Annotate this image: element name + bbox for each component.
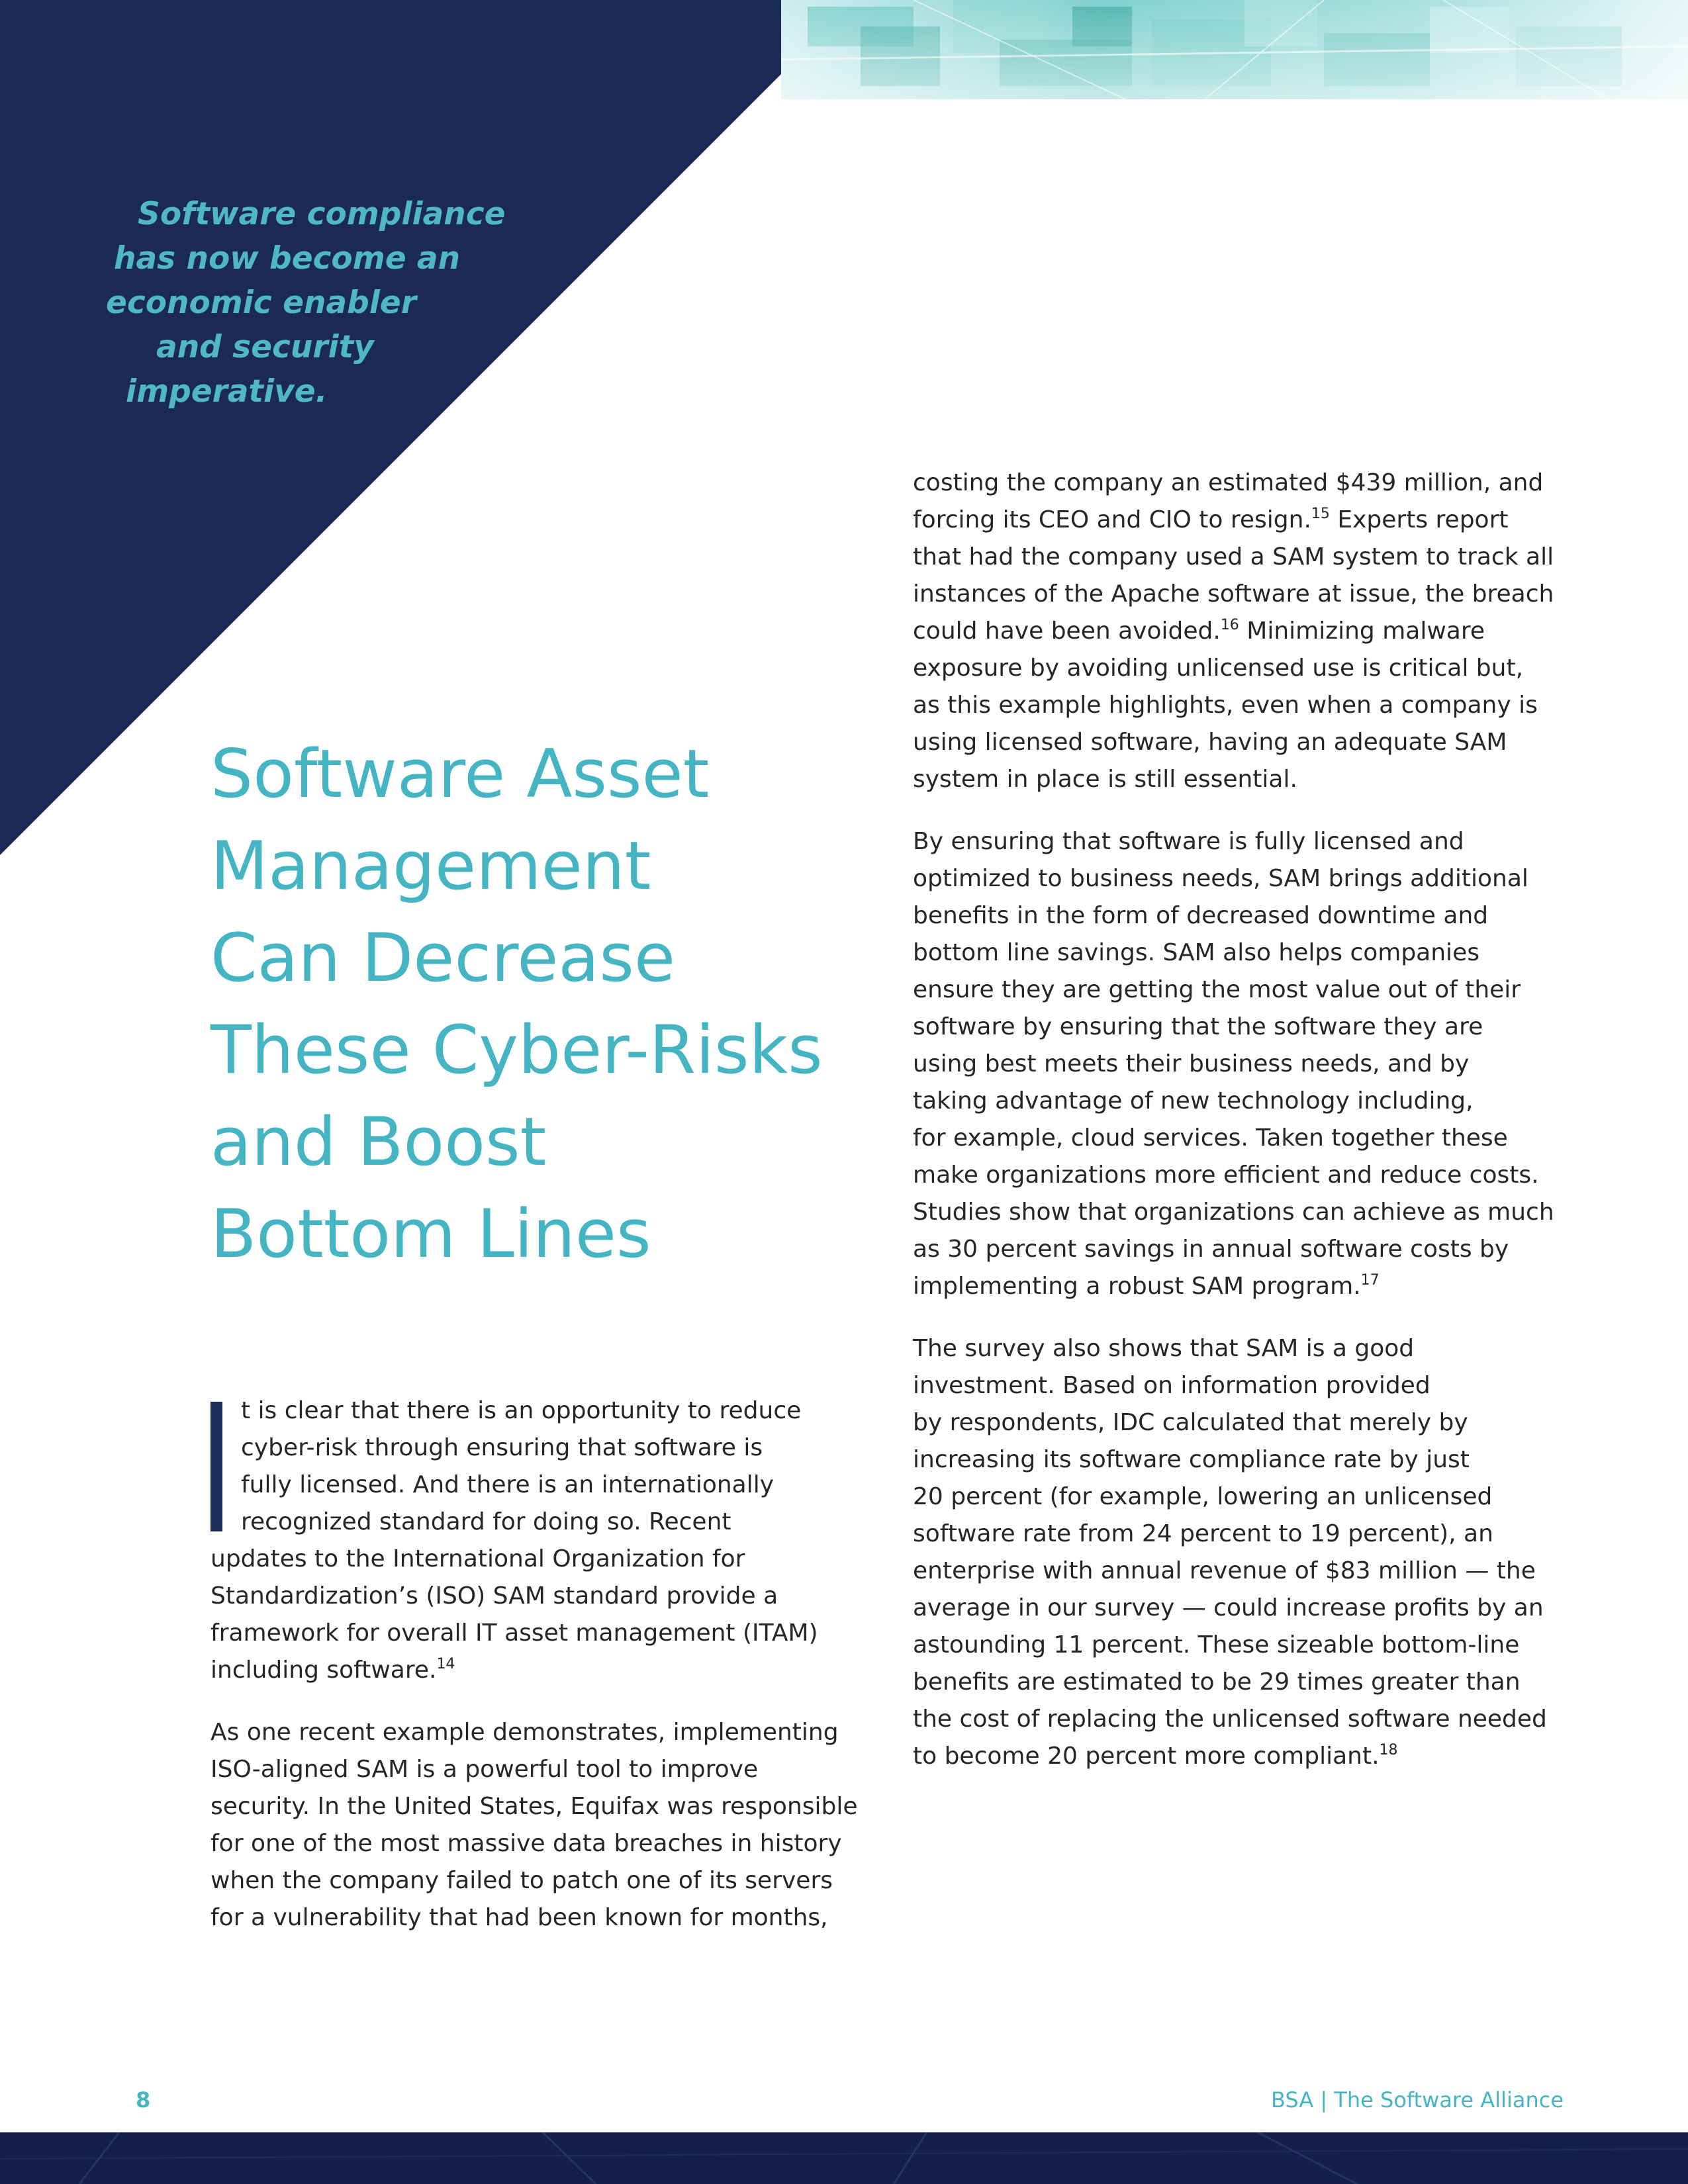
text-line: for example, cloud services. Taken together these [913, 1124, 1508, 1152]
footnote-ref: 17 [1360, 1272, 1380, 1289]
text-line: 20 percent (for example, lowering an unlicensed [913, 1483, 1493, 1510]
text-line: the cost of replacing the unlicensed software needed [913, 1706, 1547, 1733]
text-line: average in our survey — could increase profits by an [913, 1594, 1544, 1621]
footnote-ref: 15 [1311, 506, 1330, 522]
text-fragment: Minimizing malware [1239, 617, 1485, 645]
text-line: updates to the International Organization for [211, 1545, 745, 1572]
text-line [913, 1268, 1575, 1305]
text-fragment: forcing its CEO and CIO to resign. [913, 506, 1311, 533]
text-line: optimized to business needs, SAM brings additional [913, 865, 1528, 892]
text-line: benefits are estimated to be 29 times greater than [913, 1668, 1521, 1696]
text-line: The survey also shows that SAM is a good [913, 1335, 1415, 1362]
footnote-ref: 18 [1379, 1742, 1398, 1758]
headline-line: Software Asset [211, 735, 710, 813]
footer-band [0, 2132, 1688, 2184]
pull-quote-line: imperative. [126, 373, 328, 410]
text-line: benefits in the form of decreased downtime and [913, 902, 1489, 929]
headline-line: These Cyber-Risks [211, 1011, 823, 1089]
text-fragment: to become 20 percent more compliant. [913, 1743, 1380, 1770]
pull-quote-line: has now become an [114, 240, 461, 277]
teal-abstract-banner [781, 0, 1688, 99]
text-line: framework for overall IT asset management (ITAM) [211, 1619, 818, 1647]
headline-line: Management [211, 827, 651, 905]
paragraph [913, 1330, 1575, 1775]
text-line: software rate from 24 percent to 19 percent), an [913, 1520, 1493, 1547]
text-fragment: Experts report [1329, 506, 1509, 533]
footnote-ref: 14 [436, 1656, 455, 1672]
paragraph [211, 1392, 872, 1689]
text-line: t is clear that there is an opportunity to reduce [241, 1397, 802, 1424]
text-fragment: implementing a robust SAM program. [913, 1273, 1361, 1300]
paragraph [913, 465, 1575, 798]
text-line: for one of the most massive data breaches in history [211, 1830, 842, 1857]
pull-quote [99, 192, 549, 414]
text-fragment: could have been avoided. [913, 617, 1221, 645]
text-line [913, 613, 1575, 650]
publisher-name: BSA | The Software Alliance [1271, 2087, 1564, 2113]
text-line: enterprise with annual revenue of $83 million — the [913, 1557, 1536, 1584]
text-line: as this example highlights, even when a company is [913, 692, 1538, 719]
text-line: By ensuring that software is fully licensed and [913, 828, 1464, 855]
text-line: software by ensuring that the software they are [913, 1013, 1483, 1040]
text-line [913, 502, 1575, 539]
page-number: 8 [136, 2087, 151, 2113]
text-line: taking advantage of new technology including, [913, 1087, 1474, 1115]
text-line: bottom line savings. SAM also helps companies [913, 939, 1479, 966]
pull-quote-line: and security [156, 329, 374, 365]
pull-quote-line: economic enabler [106, 285, 416, 321]
text-line: Studies show that organizations can achieve as much [913, 1199, 1554, 1226]
text-line: Standardization’s (ISO) SAM standard provide a [211, 1582, 778, 1610]
headline-line: and Boost [211, 1103, 547, 1181]
text-line: for a vulnerability that had been known for months, [211, 1904, 828, 1931]
text-line: ISO-aligned SAM is a powerful tool to improve [211, 1756, 759, 1783]
text-fragment: including software. [211, 1657, 437, 1684]
text-line: using licensed software, having an adequate SAM [913, 729, 1507, 756]
text-line: fully licensed. And there is an internationally [241, 1471, 774, 1498]
text-line: that had the company used a SAM system to track all [913, 543, 1554, 570]
text-line: recognized standard for doing so. Recent [241, 1508, 731, 1535]
section-headline [211, 728, 872, 1280]
text-line: using best meets their business needs, and by [913, 1050, 1470, 1077]
text-line: cyber-risk through ensuring that software is [241, 1434, 763, 1461]
text-line: increasing its software compliance rate by just [913, 1446, 1470, 1473]
text-line [211, 1652, 872, 1689]
text-line: ensure they are getting the most value out of their [913, 976, 1521, 1003]
text-line: as 30 percent savings in annual software costs by [913, 1236, 1509, 1263]
text-line: As one recent example demonstrates, implementing [211, 1719, 839, 1746]
text-line: instances of the Apache software at issue, the breach [913, 580, 1554, 608]
text-line: by respondents, IDC calculated that merely by [913, 1409, 1468, 1436]
footnote-ref: 16 [1220, 617, 1239, 633]
text-line: system in place is still essential. [913, 766, 1297, 793]
paragraph [913, 823, 1575, 1305]
text-line: exposure by avoiding unlicensed use is critical but, [913, 655, 1524, 682]
text-line: make organizations more efficient and reduce costs. [913, 1161, 1539, 1189]
paragraph [211, 1714, 872, 1936]
headline-line: Bottom Lines [211, 1195, 651, 1273]
text-line: investment. Based on information provided [913, 1372, 1430, 1399]
text-line: security. In the United States, Equifax was responsible [211, 1793, 858, 1820]
text-line: when the company failed to patch one of its servers [211, 1867, 833, 1894]
headline-line: Can Decrease [211, 919, 676, 997]
pull-quote-line: Software compliance [138, 196, 506, 232]
left-column [211, 1392, 872, 1962]
text-line: astounding 11 percent. These sizeable bottom-line [913, 1631, 1520, 1659]
text-line: costing the company an estimated $439 million, and [913, 469, 1544, 496]
right-column [913, 465, 1575, 1800]
text-line [913, 1738, 1575, 1775]
